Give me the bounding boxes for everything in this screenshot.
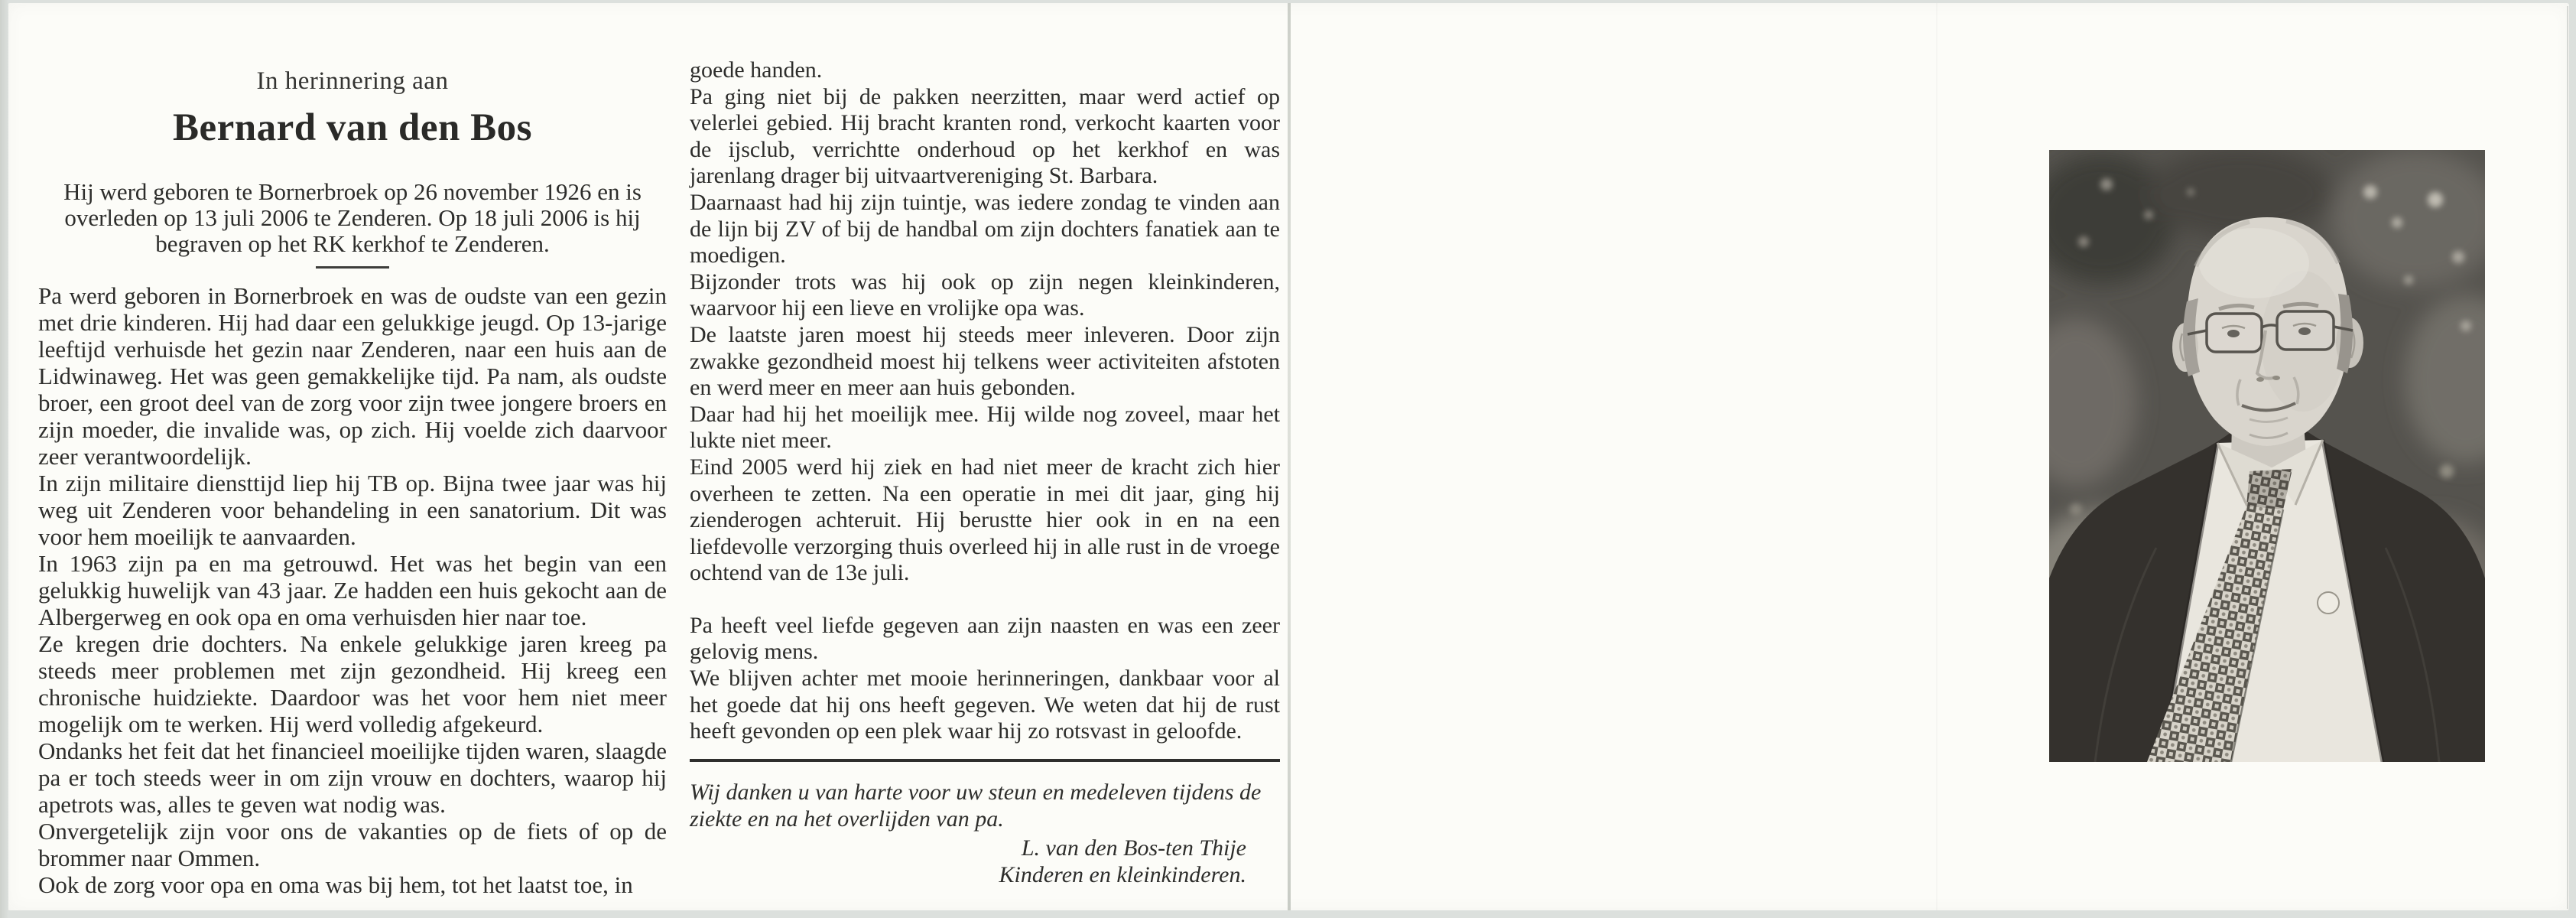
paragraph: Eind 2005 werd hij ziek en had niet meer de kracht zich hier overheen te zetten. Na een operatie in mei dit jaar, ging hij zienderogen achteruit. Hij berustte hier ook in en na een liefdevolle verzorging thuis overleed hij in alle rust in de vroege ochtend van de 13e juli. [690, 454, 1280, 586]
card-right-edge [2567, 6, 2568, 909]
paragraph: Pa ging niet bij de pakken neerzitten, maar werd actief op velerlei gebied. Hij bracht kranten rond, verkocht kaarten voor de ijsclub, verrichtte onderhoud op het kerkhof en was jarenlang drager bij uitvaartvereniging St. Barbara. [690, 83, 1280, 189]
faint-crease [1936, 3, 1938, 910]
paragraph: We blijven achter met mooie herinneringen, dankbaar voor al het goede dat hij ons heeft gegeven. We weten dat hij de rust heeft gevonden op een plek waar hij zo rotsvast in geloofde. [690, 666, 1280, 744]
paragraph: Pa heeft veel liefde gegeven aan zijn naasten en was een zeer gelovig mens. [690, 612, 1280, 665]
portrait-photo [2049, 150, 2485, 762]
intro-paragraph: Hij werd geboren te Bornerbroek op 26 november 1926 en is overleden op 13 juli 2006 te Zenderen. Op 18 juli 2006 is hij begraven op het RK kerkhof te Zenderen. [63, 178, 642, 257]
fold-crease [1288, 3, 1291, 910]
paragraph: Bijzonder trots was hij ook op zijn negen kleinkinderen, waarvoor hij een lieve en vrolijke opa was. [690, 269, 1280, 321]
paragraph: Ook de zorg voor opa en oma was bij hem, tot het laatst toe, in [38, 871, 633, 898]
left-text-column [38, 282, 667, 898]
header-inscription: In herinnering aan [256, 67, 449, 95]
paragraph: In zijn militaire diensttijd liep hij TB op. Bijna twee jaar was hij weg uit Zenderen voor behandeling in een sanatorium. Dit was voor hem moeilijk te aanvaarden. [38, 470, 667, 550]
paragraph: Daarnaast had hij zijn tuintje, was iedere zondag te vinden aan de lijn bij ZV of bij de handbal om zijn dochters fanatiek aan te moedigen. [690, 189, 1280, 269]
closing-divider [690, 759, 1280, 762]
acknowledgement-text: Wij danken u van harte voor uw steun en medeleven tijdens de ziekte en na het overlijden van pa. [690, 780, 1262, 832]
signature-name: L. van den Bos-ten Thije [1021, 835, 1246, 861]
paragraph: De laatste jaren moest hij steeds meer inleveren. Door zijn zwakke gezondheid moest hij telkens weer activiteiten afstoten en werd meer en meer aan huis gebonden. [690, 321, 1280, 401]
signature-block [690, 835, 1246, 888]
right-text-column [690, 57, 1280, 745]
paragraph: Pa werd geboren in Bornerbroek en was de oudste van een gezin met drie kinderen. Hij had daar een gelukkige jeugd. Op 13-jarige leeftijd verhuisde het gezin naar Zenderen, naar een huis aan de Lidwinaweg. Het was geen gemakkelijke tijd. Pa nam, als oudste broer, een groot deel van de zorg voor zijn twee jongere broers en zijn moeder, die invalide was, op zich. Hij voelde zich daarvoor zeer verantwoordelijk. [38, 282, 667, 470]
paragraph: Ondanks het feit dat het financieel moeilijke tijden waren, slaagde pa er toch steeds weer in om zijn vrouw en dochters, waarop hij apetrots was, alles te geven wat nodig was. [38, 737, 667, 818]
paragraph: Daar had hij het moeilijk mee. Hij wilde nog zoveel, maar het lukte niet meer. [690, 401, 1280, 454]
scan-left-edge [0, 0, 8, 918]
paragraph: In 1963 zijn pa en ma getrouwd. Het was het begin van een gelukkig huwelijk van 43 jaar. Ze hadden een huis gekocht aan de Albergerweg en ook opa en oma verhuisden hier naar toe. [38, 550, 667, 630]
deceased-name: Bernard van den Bos [173, 106, 532, 149]
paragraph: Ze kregen drie dochters. Na enkele gelukkige jaren kreeg pa steeds meer problemen met zijn gezondheid. Hij kreeg een chronische huidziekte. Daardoor was het voor hem niet meer mogelijk om te werken. Hij werd volledig afgekeurd. [38, 630, 667, 737]
intro-divider [316, 266, 389, 269]
signature-family: Kinderen en kleinkinderen. [999, 862, 1246, 887]
paragraph: goede handen. [690, 57, 823, 83]
paragraph: Onvergetelijk zijn voor ons de vakanties op de fiets of op de brommer naar Ommen. [38, 818, 667, 871]
